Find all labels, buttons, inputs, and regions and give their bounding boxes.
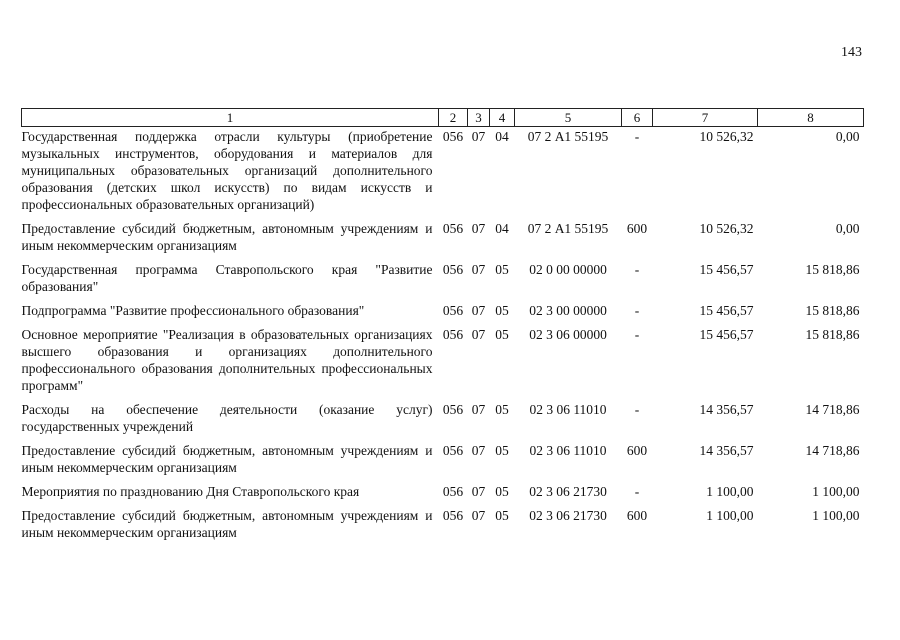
row-name: Государственная поддержка отрасли культуры (приобретение музыкальных инструментов, оборудования и материалов для муниципальных образовательных организаций дополнительного образования (детских школ искусств) по видам искусств и профессиональных образовательных организаций)	[21, 129, 433, 212]
page-number: 143	[841, 45, 862, 60]
row-expense-type: -	[634, 262, 640, 277]
row-subsection-code: 04	[495, 221, 509, 236]
row-subsection-code: 05	[495, 327, 509, 342]
row-expense-type: -	[634, 129, 640, 144]
row-amount-year2: 1 100,00	[812, 484, 860, 499]
row-name: Подпрограмма "Развитие профессионального образования"	[21, 303, 365, 318]
row-amount-year2: 15 818,86	[805, 262, 860, 277]
row-name: Предоставление субсидий бюджетным, автономным учреждениям и иным некоммерческим организациям	[21, 221, 433, 253]
row-expense-type: 600	[626, 443, 648, 458]
row-amount-year2: 1 100,00	[812, 508, 860, 523]
row-name: Мероприятия по празднованию Дня Ставропольского края	[21, 484, 360, 499]
row-amount-year1: 1 100,00	[706, 484, 754, 499]
row-section-code: 07	[471, 129, 486, 144]
row-ministry-code: 056	[442, 303, 464, 318]
row-amount-year2: 0,00	[835, 129, 860, 144]
row-section-code: 07	[471, 484, 486, 499]
row-expense-type: -	[634, 303, 640, 318]
row-name: Предоставление субсидий бюджетным, автономным учреждениям и иным некоммерческим организациям	[21, 508, 433, 540]
row-section-code: 07	[471, 443, 486, 458]
row-subsection-code: 05	[495, 303, 509, 318]
row-amount-year2: 15 818,86	[805, 327, 860, 342]
row-name: Основное мероприятие "Реализация в образовательных организациях высшего образования и организациях дополнительного профессионального образования дополнительных профессиональных программ"	[21, 327, 433, 393]
table-row	[22, 506, 864, 547]
row-subsection-code: 05	[495, 402, 509, 417]
row-name: Государственная программа Ставропольского края "Развитие образования"	[21, 262, 433, 294]
row-name: Расходы на обеспечение деятельности (оказание услуг) государственных учреждений	[21, 402, 433, 434]
header-col-5: 5	[515, 109, 622, 127]
row-section-code: 07	[471, 508, 486, 523]
row-expense-type: -	[634, 327, 640, 342]
row-expense-type: -	[634, 484, 640, 499]
row-target-article: 02 0 00 00000	[529, 262, 607, 277]
row-subsection-code: 05	[495, 443, 509, 458]
table-row	[22, 400, 864, 441]
row-amount-year2: 15 818,86	[805, 303, 860, 318]
row-amount-year1: 15 456,57	[699, 303, 754, 318]
budget-table	[21, 108, 864, 547]
header-col-8: 8	[758, 109, 864, 127]
row-expense-type: -	[634, 402, 640, 417]
table-row	[22, 325, 864, 400]
row-amount-year1: 10 526,32	[699, 221, 754, 236]
row-target-article: 02 3 06 21730	[529, 508, 607, 523]
table-header-row	[22, 109, 864, 127]
row-amount-year2: 14 718,86	[805, 443, 860, 458]
table-row	[22, 482, 864, 506]
row-target-article: 07 2 А1 55195	[527, 221, 609, 236]
table-row	[22, 260, 864, 301]
row-target-article: 02 3 06 21730	[529, 484, 607, 499]
row-section-code: 07	[471, 262, 486, 277]
row-section-code: 07	[471, 402, 486, 417]
row-expense-type: 600	[626, 221, 648, 236]
header-col-7: 7	[653, 109, 758, 127]
row-ministry-code: 056	[442, 221, 464, 236]
row-ministry-code: 056	[442, 508, 464, 523]
row-expense-type: 600	[626, 508, 648, 523]
row-ministry-code: 056	[442, 327, 464, 342]
header-col-6: 6	[622, 109, 653, 127]
row-subsection-code: 05	[495, 508, 509, 523]
table-row	[22, 219, 864, 260]
row-section-code: 07	[471, 303, 486, 318]
row-target-article: 02 3 06 11010	[529, 402, 607, 417]
row-ministry-code: 056	[442, 262, 464, 277]
row-subsection-code: 05	[495, 484, 509, 499]
table-row	[22, 127, 864, 220]
header-col-1: 1	[22, 109, 439, 127]
row-amount-year2: 14 718,86	[805, 402, 860, 417]
row-target-article: 02 3 00 00000	[529, 303, 607, 318]
row-amount-year2: 0,00	[835, 221, 860, 236]
header-col-2: 2	[439, 109, 468, 127]
row-target-article: 02 3 06 00000	[529, 327, 607, 342]
row-target-article: 07 2 А1 55195	[527, 129, 609, 144]
row-ministry-code: 056	[442, 402, 464, 417]
row-target-article: 02 3 06 11010	[529, 443, 607, 458]
row-amount-year1: 15 456,57	[699, 327, 754, 342]
row-amount-year1: 10 526,32	[699, 129, 754, 144]
row-ministry-code: 056	[442, 129, 464, 144]
row-ministry-code: 056	[442, 443, 464, 458]
row-ministry-code: 056	[442, 484, 464, 499]
row-amount-year1: 14 356,57	[699, 443, 754, 458]
row-subsection-code: 05	[495, 262, 509, 277]
header-col-3: 3	[468, 109, 490, 127]
table-row	[22, 301, 864, 325]
row-amount-year1: 1 100,00	[706, 508, 754, 523]
row-section-code: 07	[471, 327, 486, 342]
row-amount-year1: 14 356,57	[699, 402, 754, 417]
header-col-4: 4	[490, 109, 515, 127]
row-name: Предоставление субсидий бюджетным, автономным учреждениям и иным некоммерческим организациям	[21, 443, 433, 475]
row-subsection-code: 04	[495, 129, 509, 144]
row-section-code: 07	[471, 221, 486, 236]
table-row	[22, 441, 864, 482]
row-amount-year1: 15 456,57	[699, 262, 754, 277]
